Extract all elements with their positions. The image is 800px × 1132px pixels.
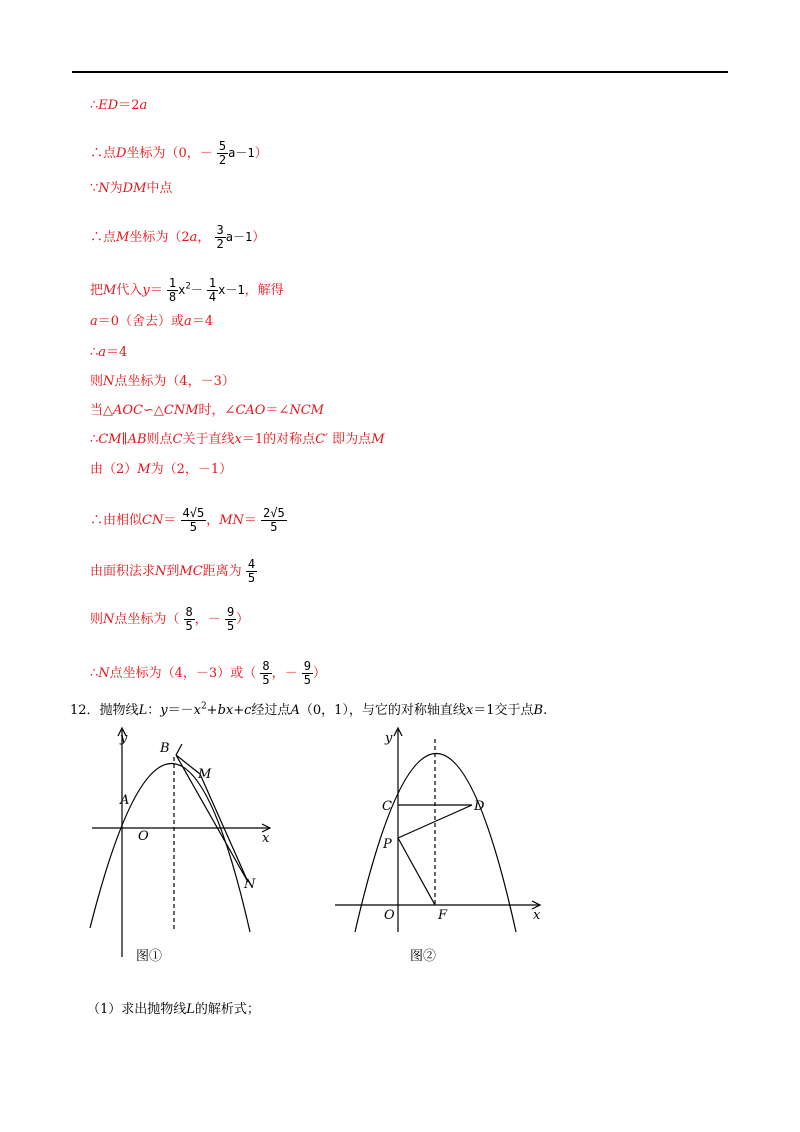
- label-d: D: [474, 799, 485, 814]
- label-y: y: [385, 731, 393, 746]
- solution-line-13: 由面积法求N到MC距离为 $\frac{4}{5}$: [90, 557, 256, 585]
- label-c: C: [382, 799, 392, 814]
- solution-line-3: ∵N为DM中点: [90, 181, 173, 196]
- sub-question-1: （1）求出抛物线L的解析式；: [87, 1002, 260, 1017]
- solution-line-15: ∴N点坐标为（4，－3）或（ $\frac{8}{5}$ ，－ $\frac{9}{5}$ ）: [90, 659, 326, 687]
- figure-2: [330, 722, 550, 970]
- fraction: $\frac{4√5}{5}$: [182, 506, 205, 534]
- solution-line-8: 则N点坐标为（4，－3）: [90, 374, 235, 389]
- solution-line-9: 当△AOC∽△CNM时，∠CAO＝∠NCM: [90, 403, 324, 418]
- header-rule: [72, 71, 728, 73]
- solution-line-6: a＝0（舍去）或a＝4: [90, 314, 214, 329]
- label-x: x: [533, 908, 541, 923]
- label-y: y: [120, 731, 128, 746]
- line-extension: [176, 744, 182, 755]
- figure-2-caption: 图②: [410, 949, 437, 964]
- fraction: $\frac{2√5}{5}$: [263, 506, 285, 534]
- solution-line-1: ∴ED＝2a: [90, 98, 148, 113]
- segment-bn: [176, 755, 248, 882]
- label-p: P: [383, 837, 392, 852]
- label-b: B: [160, 741, 170, 756]
- solution-line-2: ∴点D坐标为（0，－ $\frac{5}{2}$ a－1）: [90, 139, 268, 167]
- label-x: x: [262, 831, 270, 846]
- segment-pf: [398, 838, 435, 905]
- fraction: $\frac{8}{5}$: [262, 659, 270, 687]
- label-o: O: [384, 908, 395, 923]
- fraction: $\frac{1}{8}$: [168, 276, 177, 304]
- label-m: M: [198, 767, 212, 782]
- label-o: O: [138, 829, 149, 844]
- fraction: $\frac{9}{5}$: [303, 659, 311, 687]
- fraction: $\frac{1}{4}$: [208, 276, 217, 304]
- solution-line-11: 由（2）M为（2，－1）: [90, 462, 233, 477]
- fraction: $\frac{8}{5}$: [185, 605, 193, 633]
- label-f: F: [438, 908, 448, 923]
- label-n: N: [244, 877, 256, 892]
- solution-line-14: 则N点坐标为（ $\frac{8}{5}$ ，－ $\frac{9}{5}$ ）: [90, 605, 250, 633]
- fraction: $\frac{4}{5}$: [247, 557, 256, 585]
- fraction: $\frac{3}{2}$: [216, 223, 224, 251]
- figure-1-caption: 图①: [136, 949, 163, 964]
- solution-line-4: ∴点M坐标为（2a， $\frac{3}{2}$ a－1）: [90, 223, 266, 251]
- solution-line-5: 把M代入y＝ $\frac{1}{8}$ $x^2-$ $\frac{1}{4}$ x－1，解得: [90, 276, 284, 304]
- solution-line-12: ∴由相似CN＝ $\frac{4√5}{5}$ ，MN＝ $\frac{2√5}{5}$: [90, 506, 285, 534]
- figure-1: [80, 722, 290, 972]
- parabola-curve: [90, 763, 250, 932]
- label-a: A: [120, 793, 130, 808]
- fraction: $\frac{5}{2}$: [218, 139, 227, 167]
- fraction: $\frac{9}{5}$: [226, 605, 235, 633]
- question-12: 12．抛物线L：$y=-x^2+bx+c$经过点A（0，1），与它的对称轴直线x＝1交于点B.: [70, 701, 548, 718]
- solution-line-10: ∴CM∥AB则点C关于直线x＝1的对称点C′ 即为点M: [90, 432, 385, 447]
- solution-line-7: ∴a＝4: [90, 345, 128, 360]
